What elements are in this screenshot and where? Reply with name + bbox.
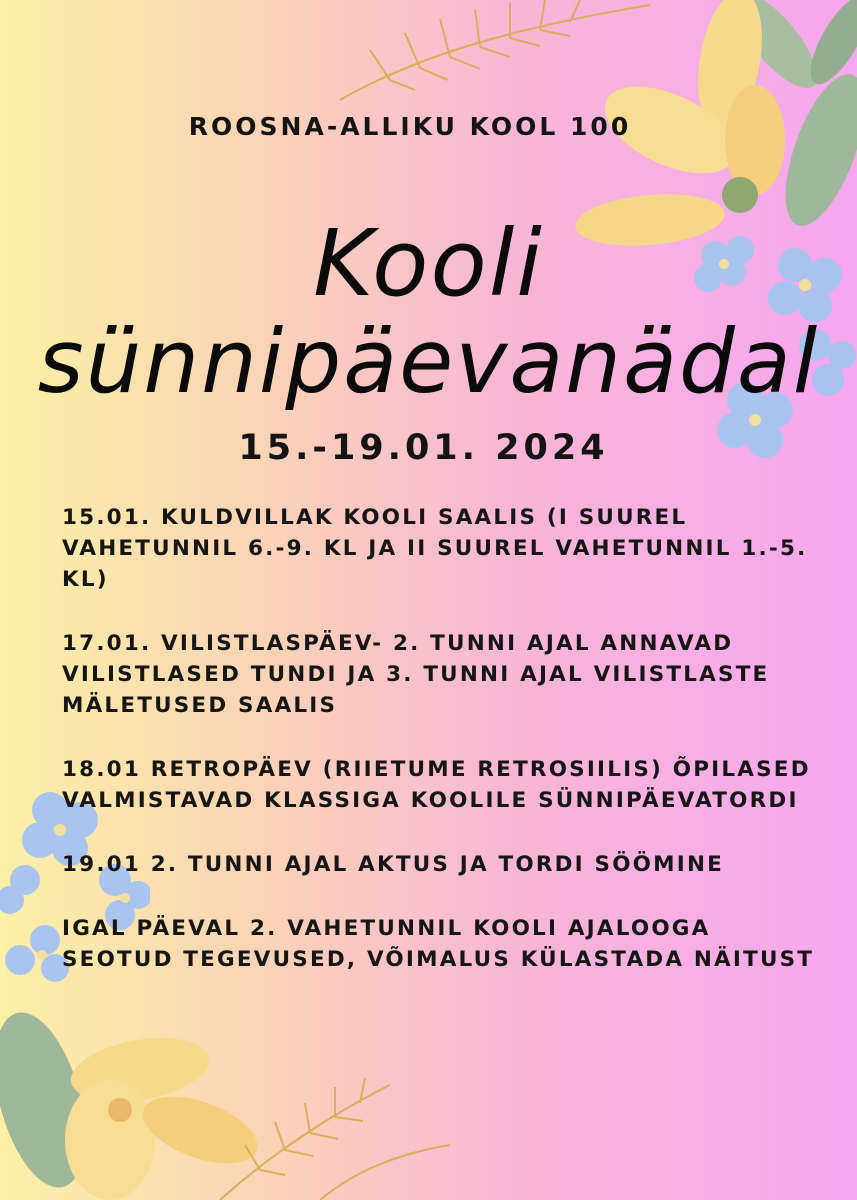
- list-item: IGAL PÄEVAL 2. VAHETUNNIL KOOLI AJALOOGA SEOTUD TEGEVUSED, VÕIMALUS KÜLASTADA NÄITUST: [62, 916, 815, 972]
- school-name: ROOSNA-ALLIKU KOOL 100: [188, 112, 632, 141]
- list-item: 15.01. KULDVILLAK KOOLI SAALIS (I SUUREL VAHETUNNIL 6.-9. KL JA II SUUREL VAHETUNNIL 1.-5. KL): [62, 505, 808, 592]
- list-item: 19.01 2. TUNNI AJAL AKTUS JA TORDI SÖÖMINE: [62, 852, 725, 877]
- page-title-line-2: sünnipäevanädal: [37, 310, 820, 413]
- event-list: [62, 502, 822, 1008]
- gold-fern-icon: [200, 1075, 460, 1200]
- list-item: 18.01 RETROPÄEV (RIIETUME RETROSIILIS) ÕPILASED VALMISTAVAD KLASSIGA KOOLILE SÜNNIPÄEVATORDI: [62, 757, 811, 813]
- event-dates: 15.-19.01. 2024: [238, 428, 609, 468]
- list-item: 17.01. VILISTLASPÄEV- 2. TUNNI AJAL ANNAVAD VILISTLASED TUNDI JA 3. TUNNI AJAL VILISTLASTE MÄLETUSED SAALIS: [62, 631, 770, 718]
- page-title-line-1: Kooli: [313, 210, 544, 317]
